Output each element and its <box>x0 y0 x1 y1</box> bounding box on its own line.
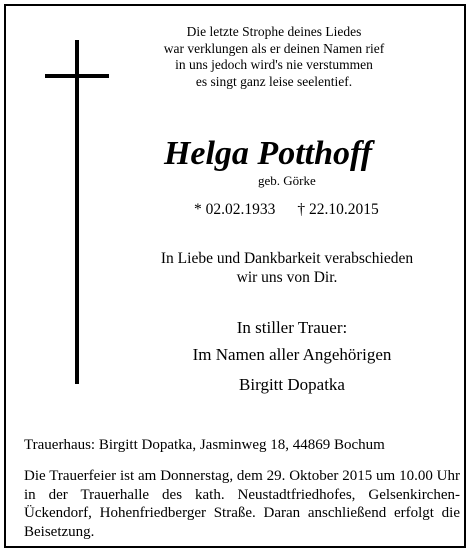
verse-line: war verklungen als er deinen Namen rief <box>163 40 385 56</box>
obituary-notice <box>4 4 466 548</box>
verse-line: in uns jedoch wird's nie verstummen <box>175 57 373 72</box>
verse-line: Die letzte Strophe deines Liedes <box>186 24 362 39</box>
relatives-line: Im Namen aller Angehörigen <box>192 345 392 364</box>
cross-vertical-beam <box>75 40 79 384</box>
deceased-name: Helga Potthoff <box>163 135 373 172</box>
signatory-name: Birgitt Dopatka <box>239 375 345 394</box>
birth-date: * 02.02.1933 <box>194 201 276 218</box>
life-dates <box>194 200 379 220</box>
birth-name: geb. Görke <box>258 173 316 188</box>
farewell-line: wir uns von Dir. <box>236 269 338 286</box>
funeral-ceremony-details: Die Trauerfeier ist am Donnerstag, dem 29. Oktober 2015 um 10.00 Uhr in der Trauerhalle des kath. Neustadtfriedhofes, Gelsenkirchen-Ückendorf, Hohenfriedberger Straße. Daran anschließend erfolgt die Beisetzung. <box>24 468 460 540</box>
mourning-house-address: Trauerhaus: Birgitt Dopatka, Jasminweg 18, 44869 Bochum <box>24 437 385 453</box>
farewell-text <box>146 249 428 287</box>
mourning-heading: In stiller Trauer: <box>236 318 348 337</box>
verse-line: es singt ganz leise seelentief. <box>195 73 353 89</box>
farewell-line: In Liebe und Dankbarkeit verabschieden <box>160 250 414 267</box>
memorial-verse <box>156 24 392 90</box>
cross-horizontal-beam <box>45 74 109 78</box>
death-date: † 22.10.2015 <box>297 201 379 218</box>
